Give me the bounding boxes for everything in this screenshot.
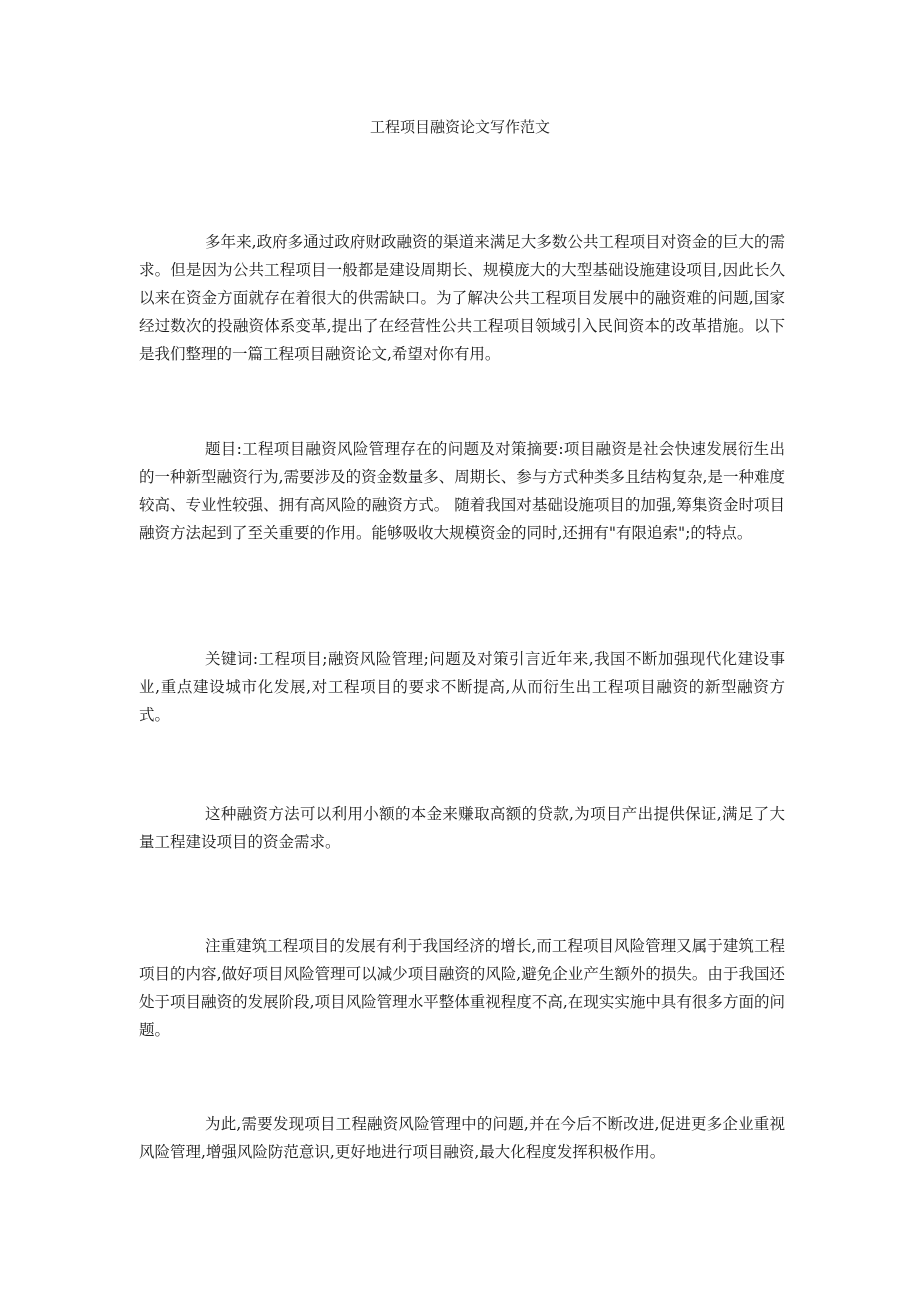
paragraph-method: 这种融资方法可以利用小额的本金来赚取高额的贷款,为项目产出提供保证,满足了大量工程建设项目的资金需求。 [139, 805, 785, 851]
paragraph-conclusion: 为此,需要发现项目工程融资风险管理中的问题,并在今后不断改进,促进更多企业重视风险管理,增强风险防范意识,更好地进行项目融资,最大化程度发挥积极作用。 [139, 1115, 785, 1161]
paragraph-title-abstract: 题目:工程项目融资风险管理存在的问题及对策摘要:项目融资是社会快速发展衍生出的一种新型融资行为,需要涉及的资金数量多、周期长、参与方式种类多且结构复杂,是一种难度较高、专业性较强、拥有高风险的融资方式。 随着我国对基础设施项目的加强,筹集资金时项目融资方法起到了至关重要的作用。能够吸收大规模资金的同时,还拥有"有限追索";的特点。 [139, 440, 785, 542]
paragraph-intro: 多年来,政府多通过政府财政融资的渠道来满足大多数公共工程项目对资金的巨大的需求。但是因为公共工程项目一般都是建设周期长、规模庞大的大型基础设施建设项目,因此长久以来在资金方面就存在着很大的供需缺口。为了解决公共工程项目发展中的融资难的问题,国家经过数次的投融资体系变革,提出了在经营性公共工程项目领域引入民间资本的改革措施。以下是我们整理的一篇工程项目融资论文,希望对你有用。 [139, 233, 785, 363]
paragraph-risk-management: 注重建筑工程项目的发展有利于我国经济的增长,而工程项目风险管理又属于建筑工程项目的内容,做好项目风险管理可以减少项目融资的风险,避免企业产生额外的损失。由于我国还处于项目融资的发展阶段,项目风险管理水平整体重视程度不高,在现实实施中具有很多方面的问题。 [139, 937, 785, 1039]
document-title: 工程项目融资论文写作范文 [369, 118, 550, 136]
paragraph-keywords: 关键词:工程项目;融资风险管理;问题及对策引言近年来,我国不断加强现代化建设事业,重点建设城市化发展,对工程项目的要求不断提高,从而衍生出工程项目融资的新型融资方式。 [139, 650, 785, 724]
